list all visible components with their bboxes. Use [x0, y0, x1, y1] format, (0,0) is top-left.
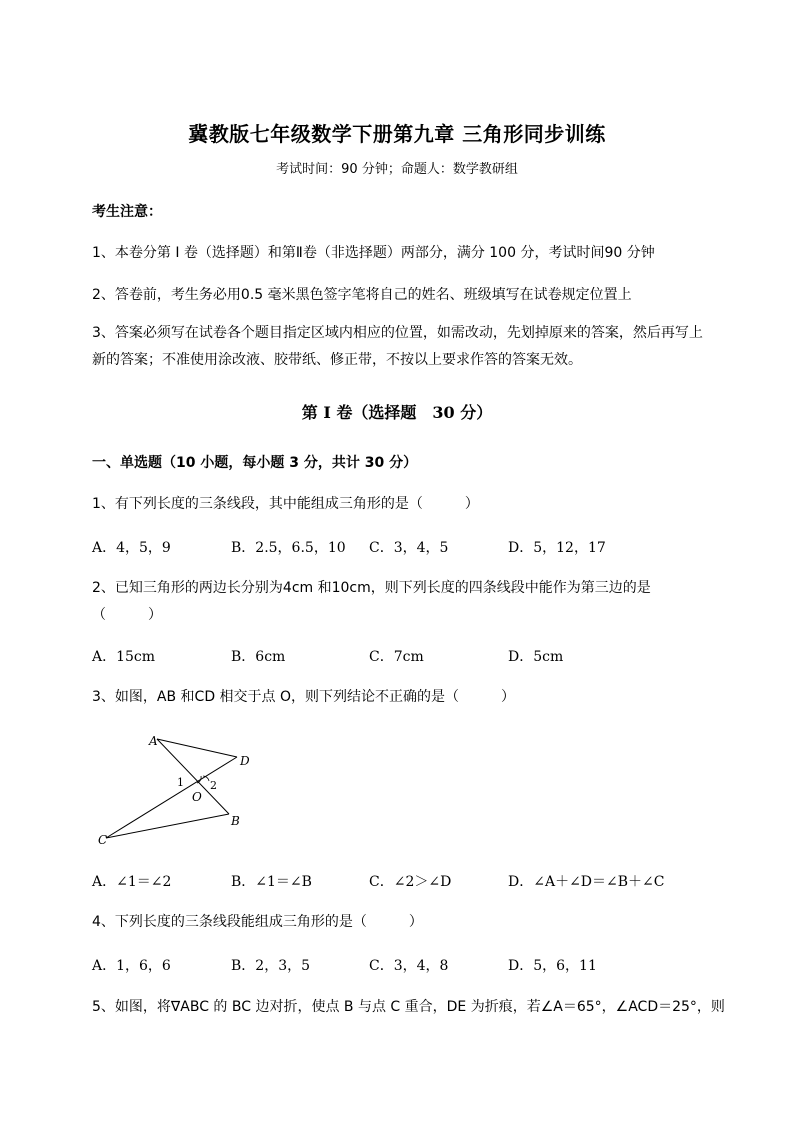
point-c-label: C — [98, 833, 108, 847]
point-a-label: A — [149, 734, 158, 748]
question-2-option-c: C．7cm — [369, 649, 424, 665]
angle-2-arc — [203, 776, 209, 781]
segment-cb — [106, 814, 229, 838]
angle-1-label: 1 — [177, 776, 184, 789]
question-3-option-a: A．∠1＝∠2 — [92, 874, 172, 890]
angle-2-label: 2 — [210, 779, 217, 792]
question-2-stem: 2、已知三角形的两边长分别为4cm 和10cm，则下列长度的四条线段中能作为第三边的是 — [92, 580, 651, 596]
part-title: 一、单选题（10 小题，每小题 3 分，共计 30 分） — [92, 455, 418, 471]
segment-ad — [157, 739, 237, 757]
question-3-option-b: B．∠1＝∠B — [231, 874, 312, 890]
question-3-option-c: C．∠2＞∠D — [369, 874, 452, 890]
question-4-option-c: C．3，4，8 — [369, 958, 449, 974]
question-1-option-d: D．5，12，17 — [508, 540, 606, 556]
question-2-option-b: B．6cm — [231, 649, 286, 665]
segment-dc — [106, 757, 237, 838]
exam-subtitle: 考试时间：90 分钟；命题人：数学教研组 — [276, 162, 518, 177]
question-2-option-d: D．5cm — [508, 649, 564, 665]
notice-title: 考生注意： — [92, 204, 162, 220]
question-4-option-b: B．2，3，5 — [231, 958, 311, 974]
question-4-option-a: A．1，6，6 — [92, 958, 171, 974]
question-1-stem: 1、有下列长度的三条线段，其中能组成三角形的是（ ） — [92, 496, 479, 512]
section-title: 第 I 卷（选择题 30 分） — [301, 403, 493, 422]
question-2-option-a: A．15cm — [92, 649, 156, 665]
question-3-option-d: D．∠A＋∠D＝∠B＋∠C — [508, 874, 665, 890]
question-1-option-a: A．4，5，9 — [92, 540, 171, 556]
question-5-stem: 5、如图，将∇ABC 的 BC 边对折，使点 B 与点 C 重合，DE 为折痕，若∠A＝65°，∠ACD＝25°，则 — [92, 999, 725, 1015]
notice-item-2: 2、答卷前，考生务必用0.5 毫米黑色签字笔将自己的姓名、班级填写在试卷规定位置上 — [92, 287, 632, 303]
question-4-option-d: D．5，6，11 — [508, 958, 597, 974]
notice-item-1: 1、本卷分第 I 卷（选择题）和第Ⅱ卷（非选择题）两部分，满分 100 分，考试时间90 分钟 — [92, 245, 655, 261]
question-1-option-c: C．3，4，5 — [369, 540, 449, 556]
page-title: 冀教版七年级数学下册第九章 三角形同步训练 — [188, 122, 606, 146]
point-b-label: B — [231, 814, 240, 828]
question-2-stem-cont: （ ） — [92, 607, 162, 623]
point-o-label: O — [192, 790, 202, 804]
notice-item-3: 3、答案必须写在试卷各个题目指定区域内相应的位置，如需改动，先划掉原来的答案，然后再写上新的答案；不准使用涂改液、胶带纸、修正带，不按以上要求作答的答案无效。 — [92, 325, 703, 368]
intersecting-lines-figure — [92, 726, 272, 850]
question-3-stem: 3、如图，AB 和CD 相交于点 O，则下列结论不正确的是（ ） — [92, 689, 516, 705]
point-d-label: D — [240, 754, 250, 768]
question-1-option-b: B．2.5，6.5，10 — [231, 540, 346, 556]
question-4-stem: 4、下列长度的三条线段能组成三角形的是（ ） — [92, 914, 423, 930]
